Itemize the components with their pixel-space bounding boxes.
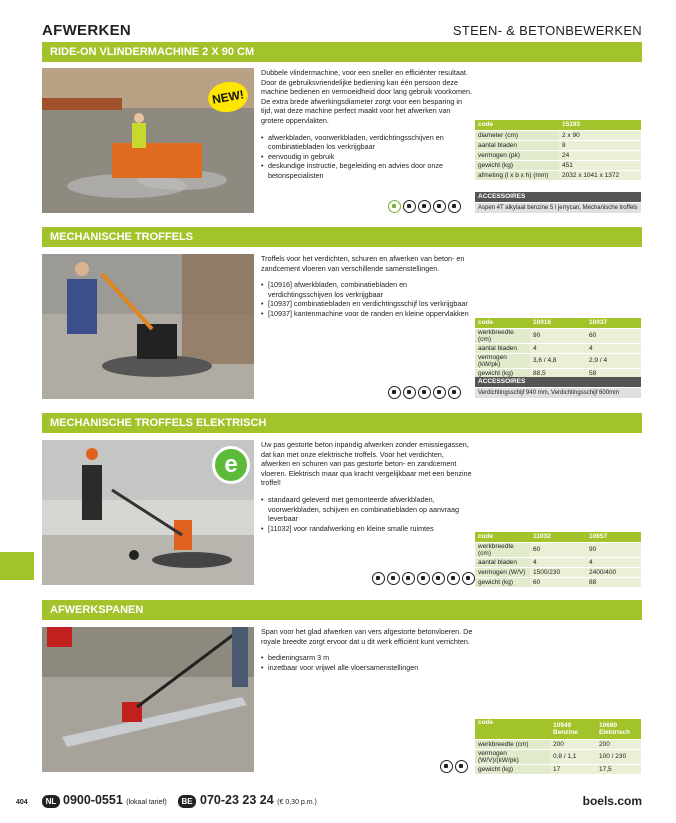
page-footer [0, 790, 676, 810]
page-header [42, 20, 642, 42]
table-row: gewicht (kg) 451 [475, 160, 641, 170]
section-title-mechanische-troffels: MECHANISCHE TROFFELS [42, 227, 642, 247]
table-header-row: code 11032 10657 [475, 532, 641, 542]
be-badge: BE [178, 795, 196, 808]
accessories-label: ACCESSOIRES [475, 192, 641, 202]
power-trowel-features [261, 280, 473, 318]
table-header-row: code 10949 Benzine 10680 Elektrisch [475, 719, 641, 739]
table-row: aantal bladen 4 4 [475, 557, 641, 567]
electric-trowel-features [261, 495, 473, 533]
table-row: werkbreedte (cm) 60 90 [475, 542, 641, 557]
ear-protection-icon [387, 572, 400, 585]
website-link[interactable]: boels.com [582, 794, 642, 808]
table-row: diameter (cm) 2 x 90 [475, 130, 641, 140]
ride-on-spec-table [475, 120, 641, 181]
table-row: gewicht (kg) 17 17,5 [475, 764, 641, 774]
screed-photo [42, 627, 254, 772]
table-row: werkbreedte (cm) 90 60 [475, 328, 641, 343]
list-item: • deskundige instructie, begeleiding en advies door onze betonspecialisten [261, 161, 473, 180]
list-item: • [10916] afwerkbladen, combinatiebladen en verdichtingsschijven los verkrijgbaar [261, 280, 473, 299]
ride-on-icon-row [388, 200, 461, 213]
goggles-icon [448, 386, 461, 399]
list-item: • [11032] voor randafwerking en kleine smalle ruimtes [261, 524, 473, 534]
table-row: gewicht (kg) 60 88 [475, 577, 641, 587]
screed-icon-row [440, 760, 468, 773]
screed-features [261, 653, 473, 672]
list-item: • afwerkbladen, voorwerkbladen, verdichtingsschijven en combinatiebladen los verkrijgbaar [261, 133, 473, 152]
nl-phone: 0900-0551 (lokaal tarief) [63, 793, 167, 807]
list-item: • inzetbaar voor vrijwel alle vloersamenstellingen [261, 663, 473, 673]
safety-boots-icon [433, 200, 446, 213]
gloves-icon [418, 200, 431, 213]
table-row: vermogen (W/V) 1500/230 2400/400 [475, 567, 641, 577]
table-row: aantal bladen 8 [475, 140, 641, 150]
plug-icon [372, 572, 385, 585]
ride-on-description: Dubbele vlindermachine, voor een sneller en efficiënter resultaat. Door de gebruiksvriendelijke bediening kan één persoon deze machine bedienen en vermoeidheid door lang gebruik voorkomen. De extra brede afwerkingsdiameter zorgt voor een besparing in tijd, wat deze machine perfect maakt voor het afwerken van grotere oppervlakten. • afwerkbladen, voorwerkbladen, verdichtingsschijven en combinatiebladen los verkrijgbaar • eenvoudig in gebruik • deskundige instructie, begeleiding en advies door onze betonspecialisten [261, 68, 473, 181]
page-number: 404 [16, 799, 28, 806]
ride-on-features [261, 133, 473, 181]
electric-trowel-photo [42, 440, 254, 585]
nl-badge: NL [42, 795, 60, 808]
gloves-icon [418, 386, 431, 399]
section-title-elektrisch: MECHANISCHE TROFFELS ELEKTRISCH [42, 413, 642, 433]
list-item: • eenvoudig in gebruik [261, 152, 473, 162]
power-trowel-description: Troffels voor het verdichten, schuren en afwerken van beton- en zandcement vloeren van verschillende samenstellingen. • [10916] afwerkbladen, combinatiebladen en verdichtingsschijven los verkrijgbaar • [10937] combinatiebladen en verdichtingsschijf los verkrijgbaar • [10937] kantenmachine voor de randen en kleine oppervlakken [261, 254, 473, 319]
be-phone: 070-23 23 24 (€ 0,30 p.m.) [200, 793, 317, 807]
new-badge: NEW! [206, 79, 251, 115]
table-header-row: code 10916 10937 [475, 318, 641, 328]
table-row: werkbreedte (cm) 200 200 [475, 739, 641, 749]
table-row: vermogen (W/V)/(kW/pk) 0,8 / 1,1 100 / 230 [475, 749, 641, 764]
page-category: STEEN- & BETONBEWERKEN [452, 23, 642, 38]
accessories-text: Verdichtingsschijf 940 mm, Verdichtingsschijf 600mm [475, 388, 641, 398]
mask-icon [462, 572, 475, 585]
ear-protection-icon [455, 760, 468, 773]
list-item: • bedieningsarm 3 m [261, 653, 473, 663]
table-row: vermogen (kW/pk) 3,6 / 4,8 2,9 / 4 [475, 353, 641, 368]
table-row: gewicht (kg) 88,5 58 [475, 368, 641, 378]
goggles-icon [432, 572, 445, 585]
ear-protection-icon [403, 200, 416, 213]
safety-boots-icon [433, 386, 446, 399]
accessories-label: ACCESSOIRES [475, 377, 641, 387]
electric-trowel-description: Uw pas gestorte beton inpandig afwerken zonder emissiegassen, dat kan met onze elektrische troffels. Voor het verdichten, afwerken en schuren van pas gestorte beton- en zandcement vloeren. Elektrisch maar qua kracht vergelijkbaar met een benzine troffel! • standaard geleverd met gemonteerde afwerkbladen, voorwerkbladen, schijven en combinatiebladen op aanvraag leverbaar • [11032] voor randafwerking en kleine smalle ruimtes [261, 440, 473, 533]
ear-protection-icon [403, 386, 416, 399]
helmet-icon [447, 572, 460, 585]
fuel-icon [388, 200, 401, 213]
goggles-icon [448, 200, 461, 213]
table-row: afmeting (l x b x h) (mm) 2032 x 1041 x 1372 [475, 170, 641, 180]
fuel-icon [388, 386, 401, 399]
table-row: aantal bladen 4 4 [475, 343, 641, 353]
table-row: vermogen (pk) 24 [475, 150, 641, 160]
section-title-afwerkspanen: AFWERKSPANEN [42, 600, 642, 620]
section-title-ride-on: RIDE-ON VLINDERMACHINE 2 X 90 CM [42, 42, 642, 62]
screed-spec-table [475, 719, 641, 775]
electric-badge: e [212, 446, 250, 484]
list-item: • standaard geleverd met gemonteerde afwerkbladen, voorwerkbladen, schijven en combinatiebladen op aanvraag leverbaar [261, 495, 473, 524]
safety-boots-icon [417, 572, 430, 585]
screed-description: Span voor het glad afwerken van vers afgestorte betonvloeren. De royale breedte zorgt ervoor dat u dit werk efficiënt kunt verrichten. • bedieningsarm 3 m • inzetbaar voor vrijwel alle vloersamenstellingen [261, 627, 473, 672]
chapter-side-tab [0, 552, 34, 580]
power-trowel-spec-table [475, 318, 641, 379]
accessories-text: Aspen 4T alkylaat benzine 5 l jerrycan, Mechanische troffels [475, 203, 641, 213]
list-item: • [10937] kantenmachine voor de randen en kleine oppervlakken [261, 309, 473, 319]
electric-trowel-spec-table [475, 532, 641, 588]
page-title: AFWERKEN [42, 22, 132, 39]
power-trowel-icon-row [388, 386, 461, 399]
electric-trowel-icon-row [372, 572, 475, 585]
power-trowel-photo [42, 254, 254, 399]
list-item: • [10937] combinatiebladen en verdichtingsschijf los verkrijgbaar [261, 299, 473, 309]
ride-on-trowel-photo [42, 68, 254, 213]
gloves-icon [440, 760, 453, 773]
gloves-icon [402, 572, 415, 585]
table-header-row: code 15193 [475, 120, 641, 130]
